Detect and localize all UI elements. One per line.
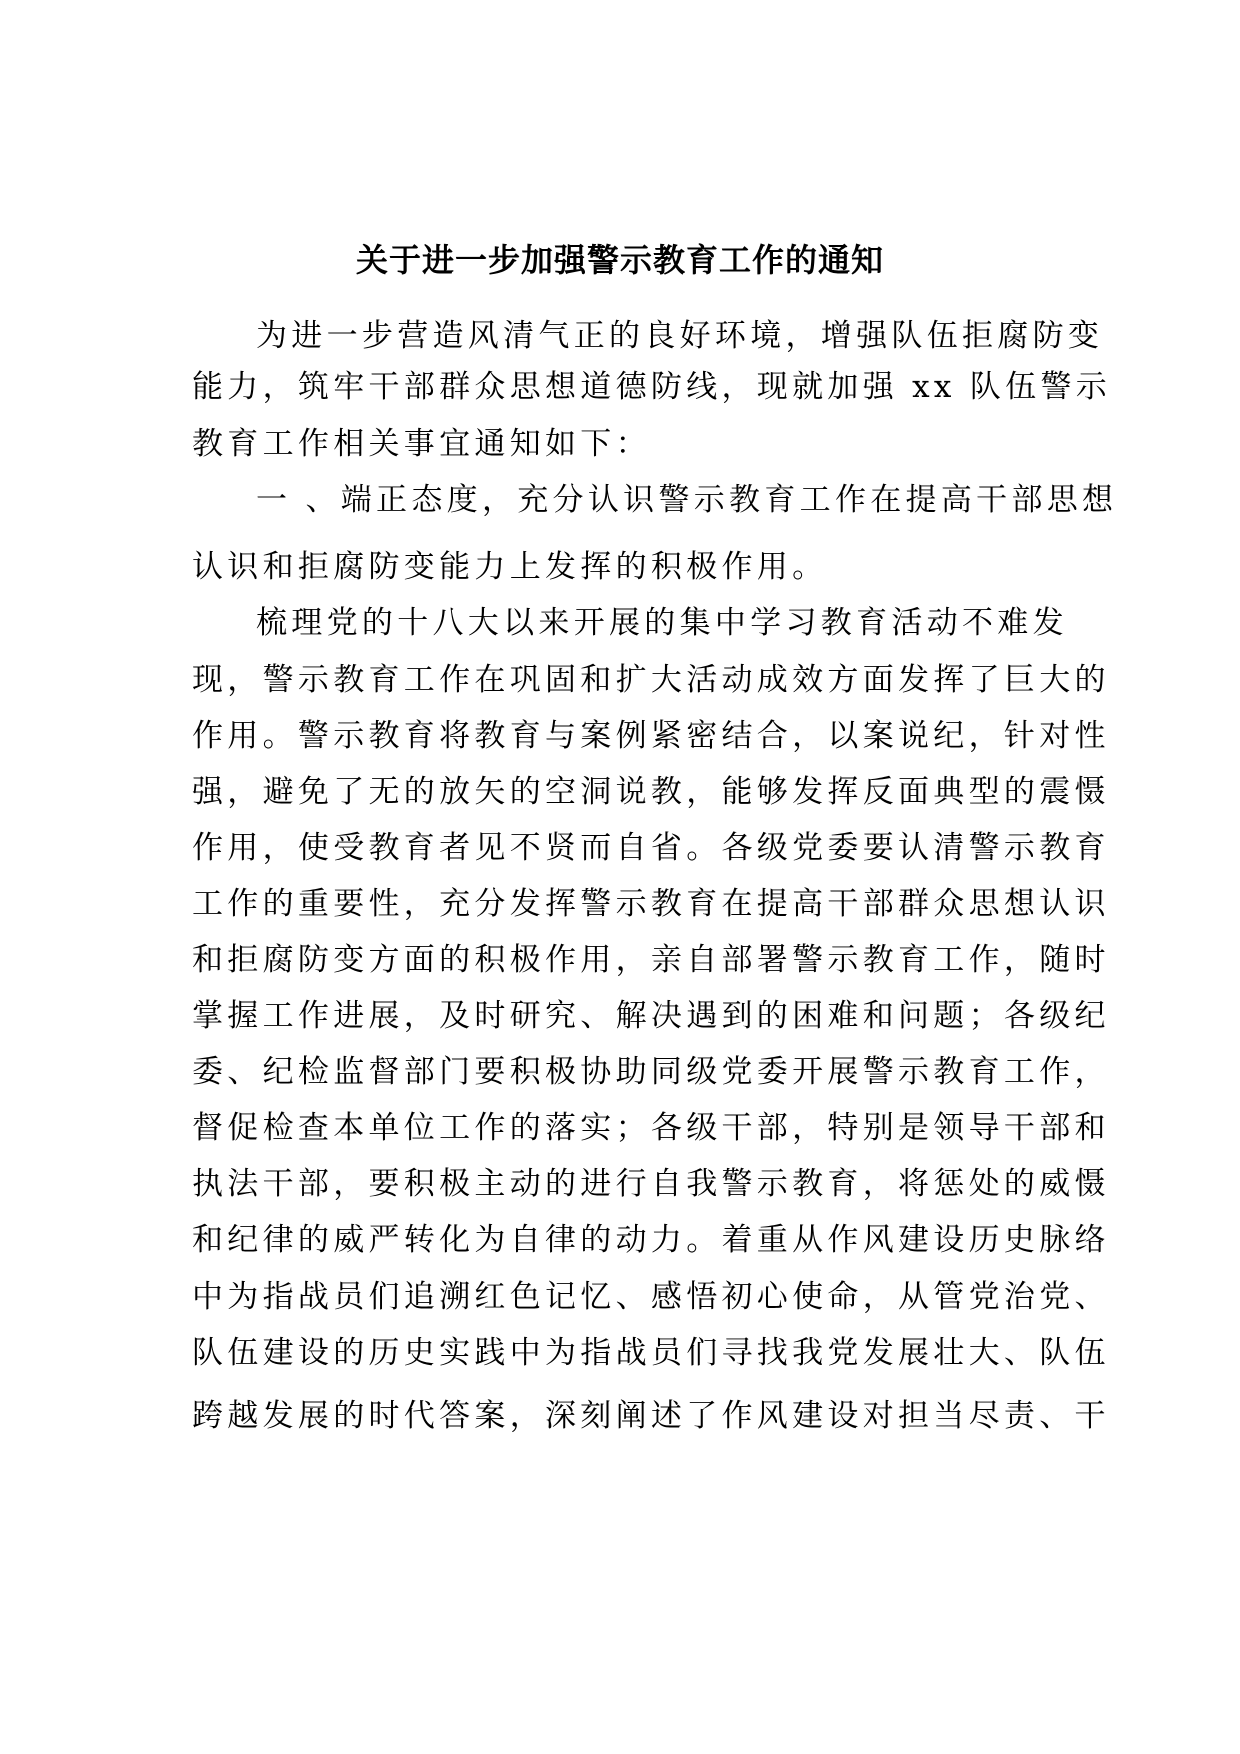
paragraph-line: 和拒腐防变方面的积极作用，亲自部署警示教育工作，随时 — [192, 942, 1110, 978]
paragraph-line: 执法干部，要积极主动的进行自我警示教育，将惩处的威慑 — [192, 1166, 1110, 1202]
paragraph-line: 为进一步营造风清气正的良好环境，增强队伍拒腐防变 — [256, 318, 1104, 354]
paragraph-line: 作用，使受教育者见不贤而自省。各级党委要认清警示教育 — [192, 830, 1110, 866]
paragraph-line: 掌握工作进展，及时研究、解决遇到的困难和问题；各级纪 — [192, 998, 1110, 1034]
paragraph-line: 一 、端正态度，充分认识警示教育工作在提高干部思想 — [256, 482, 1118, 518]
paragraph-line: 强，避免了无的放矢的空洞说教，能够发挥反面典型的震慑 — [192, 774, 1110, 810]
paragraph-line: 中为指战员们追溯红色记忆、感悟初心使命，从管党治党、 — [192, 1279, 1110, 1315]
document-title: 关于进一步加强警示教育工作的通知 — [355, 241, 884, 279]
paragraph-line: 认识和拒腐防变能力上发挥的积极作用。 — [192, 549, 828, 585]
paragraph-line: 队伍建设的历史实践中为指战员们寻找我党发展壮大、队伍 — [192, 1335, 1110, 1371]
paragraph-line: 和纪律的威严转化为自律的动力。着重从作风建设历史脉络 — [192, 1222, 1110, 1258]
paragraph-line: 能力，筑牢干部群众思想道德防线，现就加强 xx 队伍警示 — [192, 369, 1112, 405]
paragraph-line: 委、纪检监督部门要积极协助同级党委开展警示教育工作， — [192, 1054, 1110, 1090]
paragraph-line: 督促检查本单位工作的落实；各级干部，特别是领导干部和 — [192, 1110, 1110, 1146]
paragraph-line: 工作的重要性，充分发挥警示教育在提高干部群众思想认识 — [192, 886, 1110, 922]
paragraph-line: 梳理党的十八大以来开展的集中学习教育活动不难发 — [256, 605, 1068, 641]
paragraph-line: 教育工作相关事宜通知如下： — [192, 426, 651, 462]
paragraph-line: 现，警示教育工作在巩固和扩大活动成效方面发挥了巨大的 — [192, 662, 1110, 698]
paragraph-line: 作用。警示教育将教育与案例紧密结合，以案说纪，针对性 — [192, 718, 1110, 754]
paragraph-line: 跨越发展的时代答案，深刻阐述了作风建设对担当尽责、干 — [192, 1398, 1110, 1434]
